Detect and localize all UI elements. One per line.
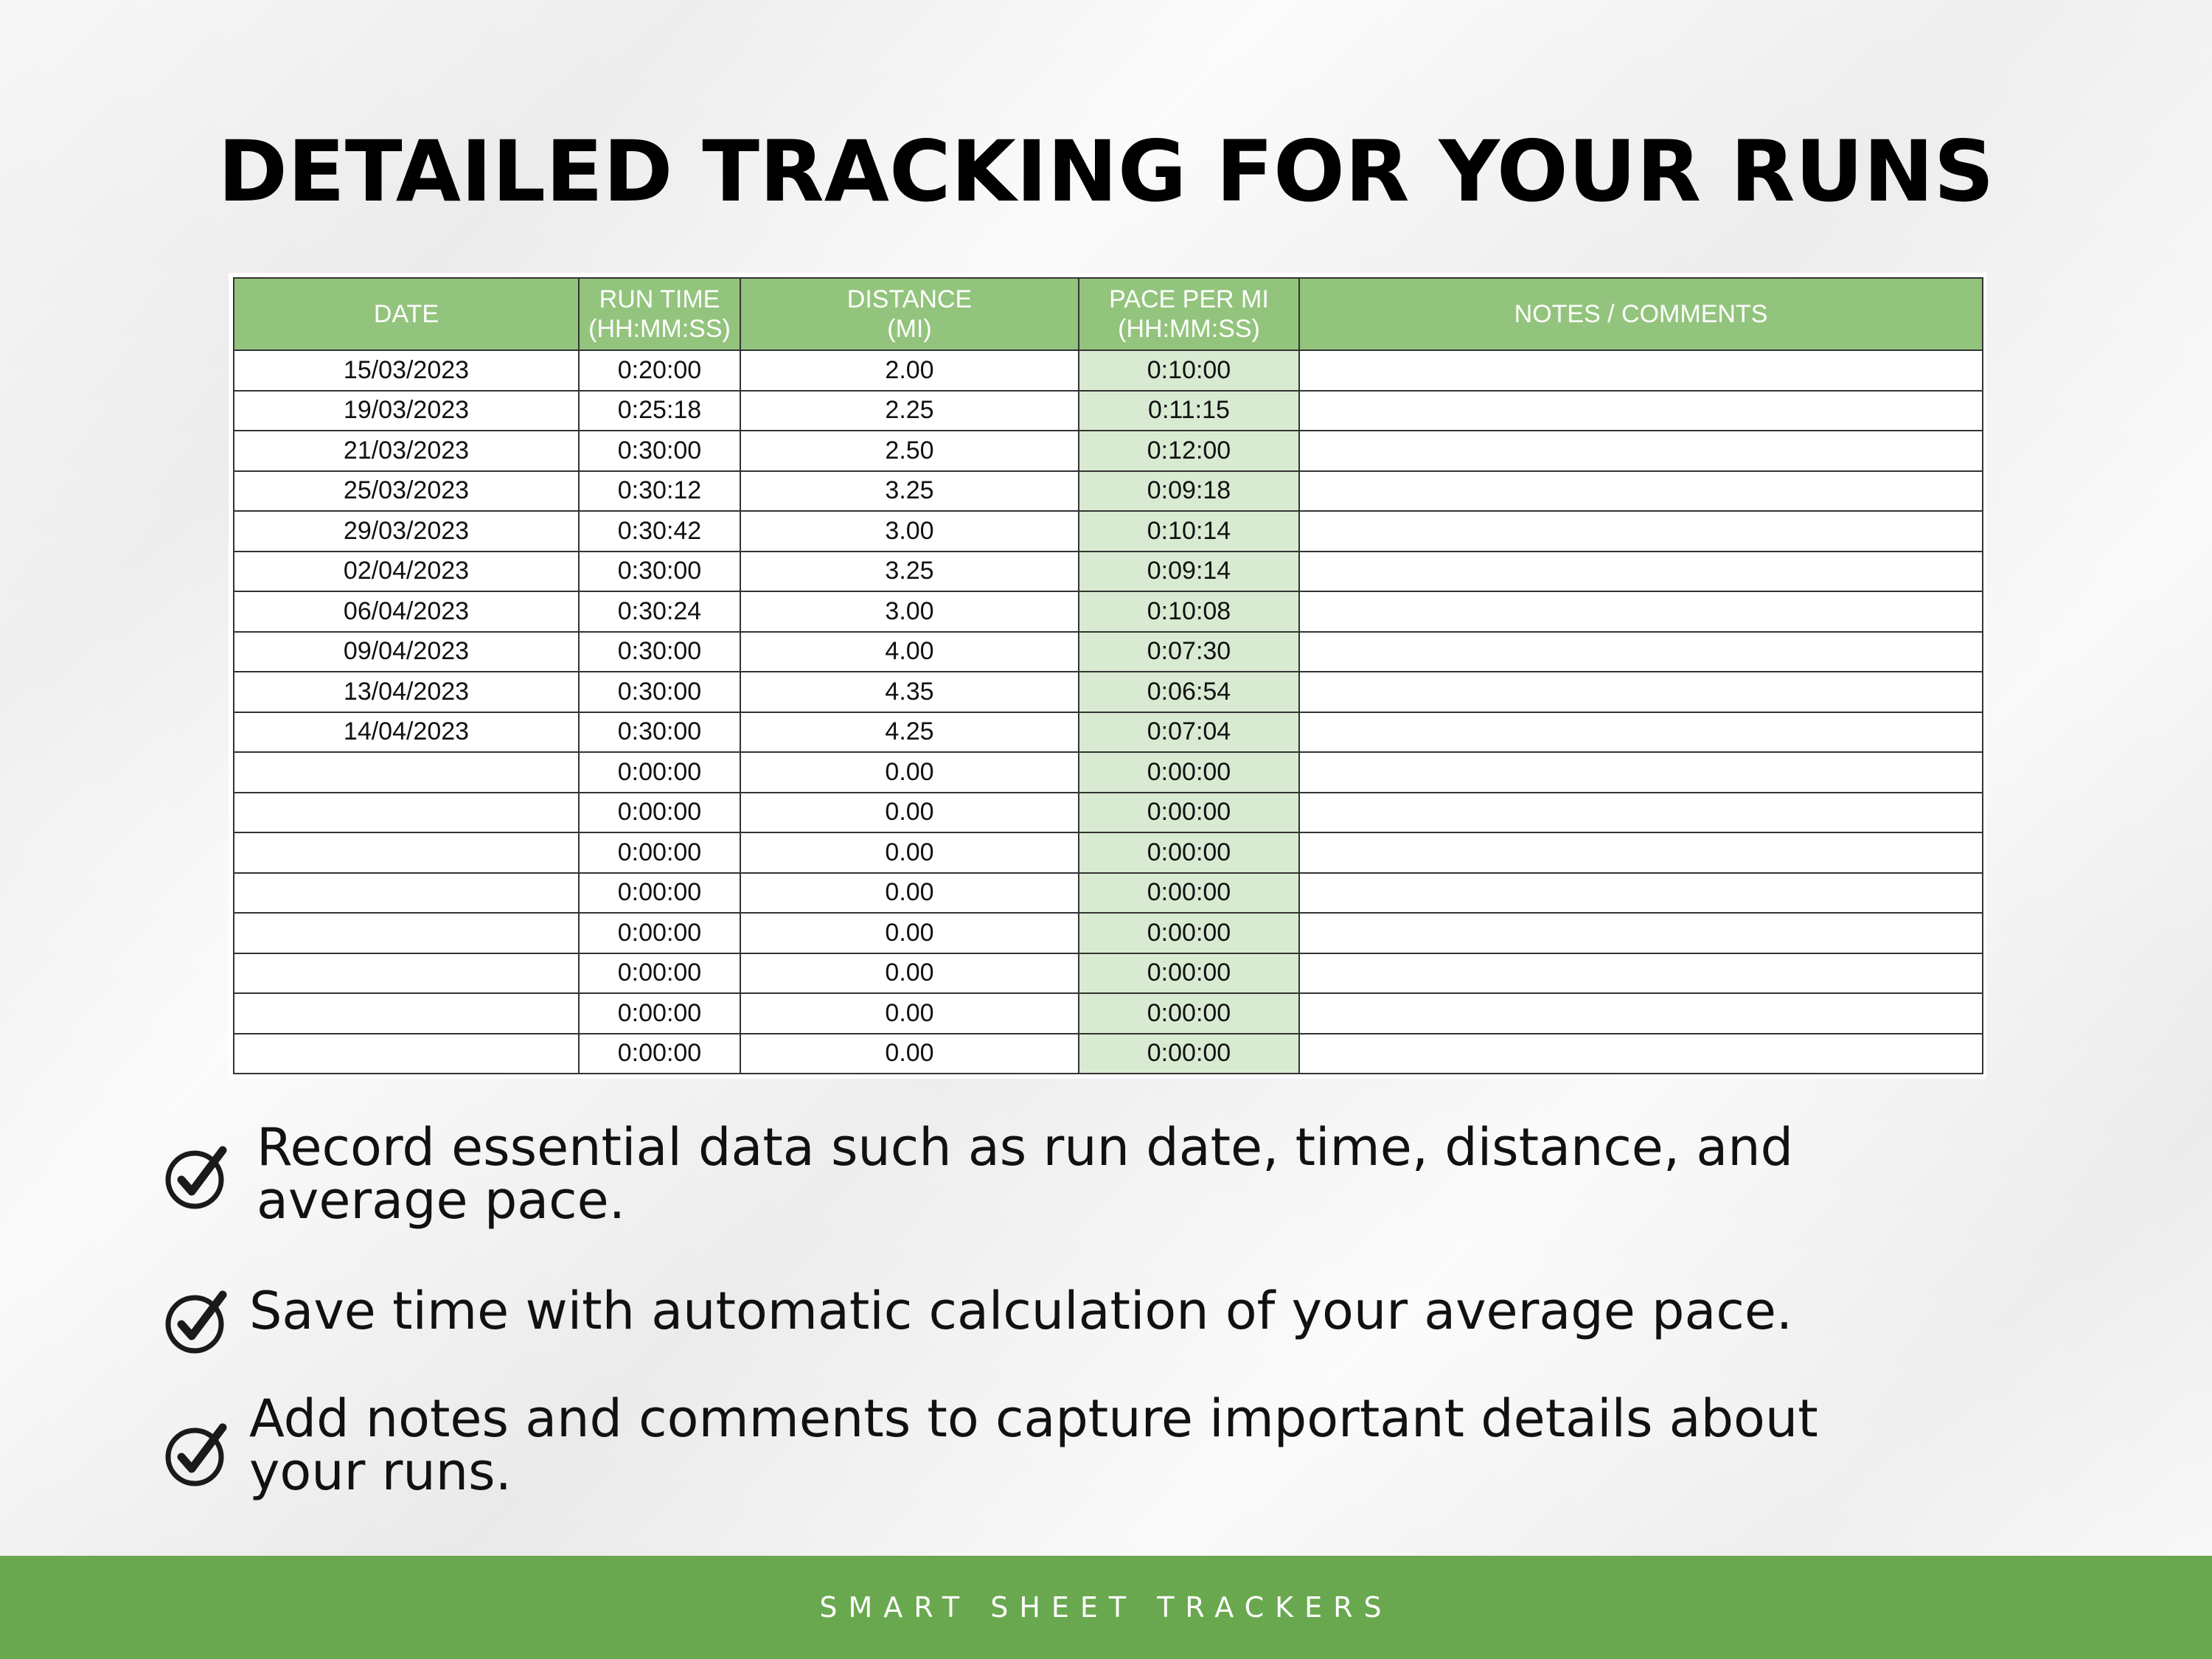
cell-run-time[interactable]: 0:00:00 [579,752,740,793]
table-row [234,511,1983,552]
cell-date[interactable]: 15/03/2023 [234,350,579,391]
cell-run-time[interactable]: 0:00:00 [579,913,740,953]
cell-pace[interactable]: 0:10:14 [1079,511,1299,552]
cell-run-time[interactable]: 0:30:24 [579,591,740,632]
cell-pace[interactable]: 0:09:14 [1079,552,1299,592]
cell-pace[interactable]: 0:00:00 [1079,993,1299,1034]
cell-distance[interactable]: 0.00 [740,793,1079,833]
cell-date[interactable] [234,752,579,793]
cell-notes[interactable] [1299,511,1983,552]
cell-notes[interactable] [1299,993,1983,1034]
table-row [234,672,1983,712]
feature-text: Record essential data such as run date, time, distance, and average pace. [257,1117,1794,1231]
table-row [234,793,1983,833]
cell-run-time[interactable]: 0:00:00 [579,793,740,833]
column-header-distance[interactable]: DISTANCE (MI) [740,278,1079,350]
cell-pace[interactable]: 0:11:15 [1079,391,1299,431]
cell-distance[interactable]: 4.25 [740,712,1079,753]
cell-pace[interactable]: 0:00:00 [1079,1034,1299,1074]
cell-notes[interactable] [1299,552,1983,592]
footer-bar [0,1556,2212,1659]
cell-date[interactable]: 25/03/2023 [234,471,579,512]
cell-pace[interactable]: 0:07:30 [1079,632,1299,672]
cell-run-time[interactable]: 0:00:00 [579,993,740,1034]
cell-run-time[interactable]: 0:30:00 [579,431,740,471]
check-circle-icon [164,1420,232,1488]
cell-notes[interactable] [1299,431,1983,471]
cell-notes[interactable] [1299,471,1983,512]
cell-distance[interactable]: 3.25 [740,471,1079,512]
table-row [234,752,1983,793]
cell-date[interactable]: 19/03/2023 [234,391,579,431]
cell-distance[interactable]: 0.00 [740,1034,1079,1074]
cell-notes[interactable] [1299,752,1983,793]
cell-date[interactable] [234,953,579,994]
cell-distance[interactable]: 0.00 [740,913,1079,953]
cell-pace[interactable]: 0:00:00 [1079,832,1299,873]
cell-notes[interactable] [1299,1034,1983,1074]
table-header-row [234,278,1983,350]
table-row [234,1034,1983,1074]
cell-pace[interactable]: 0:09:18 [1079,471,1299,512]
table-row [234,993,1983,1034]
column-header-pace[interactable]: PACE PER MI (HH:MM:SS) [1079,278,1299,350]
column-header-notes[interactable]: NOTES / COMMENTS [1299,278,1983,350]
cell-date[interactable] [234,1034,579,1074]
cell-run-time[interactable]: 0:30:00 [579,672,740,712]
cell-distance[interactable]: 0.00 [740,873,1079,914]
cell-distance[interactable]: 0.00 [740,993,1079,1034]
cell-notes[interactable] [1299,632,1983,672]
cell-date[interactable]: 09/04/2023 [234,632,579,672]
run-log-spreadsheet [230,274,1985,1077]
cell-distance[interactable]: 0.00 [740,832,1079,873]
cell-pace[interactable]: 0:06:54 [1079,672,1299,712]
column-header-run-time[interactable]: RUN TIME (HH:MM:SS) [579,278,740,350]
cell-pace[interactable]: 0:12:00 [1079,431,1299,471]
cell-notes[interactable] [1299,672,1983,712]
cell-pace[interactable]: 0:00:00 [1079,752,1299,793]
cell-notes[interactable] [1299,712,1983,753]
cell-pace[interactable]: 0:00:00 [1079,873,1299,914]
feature-text: Save time with automatic calculation of your average pace. [249,1281,1793,1341]
cell-distance[interactable]: 3.00 [740,511,1079,552]
table-row [234,913,1983,953]
cell-distance[interactable]: 2.25 [740,391,1079,431]
cell-distance[interactable]: 2.00 [740,350,1079,391]
run-log-table [233,277,1983,1074]
cell-date[interactable]: 21/03/2023 [234,431,579,471]
cell-distance[interactable]: 0.00 [740,752,1079,793]
cell-distance[interactable]: 4.00 [740,632,1079,672]
cell-pace[interactable]: 0:00:00 [1079,913,1299,953]
check-circle-icon [164,1287,232,1355]
cell-date[interactable] [234,913,579,953]
cell-date[interactable]: 14/04/2023 [234,712,579,753]
cell-run-time[interactable]: 0:00:00 [579,873,740,914]
cell-distance[interactable]: 0.00 [740,953,1079,994]
cell-notes[interactable] [1299,873,1983,914]
cell-notes[interactable] [1299,350,1983,391]
cell-distance[interactable]: 4.35 [740,672,1079,712]
cell-date[interactable]: 02/04/2023 [234,552,579,592]
cell-date[interactable] [234,873,579,914]
feature-text: Add notes and comments to capture important details about your runs. [249,1388,1818,1502]
cell-date[interactable]: 29/03/2023 [234,511,579,552]
table-row [234,832,1983,873]
table-row [234,712,1983,753]
table-row [234,873,1983,914]
cell-run-time[interactable]: 0:00:00 [579,1034,740,1074]
cell-pace[interactable]: 0:10:00 [1079,350,1299,391]
table-row [234,431,1983,471]
cell-run-time[interactable]: 0:30:42 [579,511,740,552]
cell-pace[interactable]: 0:00:00 [1079,953,1299,994]
table-row [234,350,1983,391]
cell-date[interactable] [234,793,579,833]
cell-date[interactable]: 13/04/2023 [234,672,579,712]
cell-notes[interactable] [1299,832,1983,873]
table-row [234,552,1983,592]
cell-run-time[interactable]: 0:30:00 [579,632,740,672]
table-row [234,632,1983,672]
table-row [234,591,1983,632]
table-row [234,391,1983,431]
run-log-body [234,350,1983,1074]
cell-date[interactable]: 06/04/2023 [234,591,579,632]
cell-notes[interactable] [1299,591,1983,632]
cell-pace[interactable]: 0:00:00 [1079,793,1299,833]
cell-run-time[interactable]: 0:25:18 [579,391,740,431]
cell-run-time[interactable]: 0:30:00 [579,712,740,753]
cell-run-time[interactable]: 0:30:00 [579,552,740,592]
table-row [234,953,1983,994]
cell-pace[interactable]: 0:10:08 [1079,591,1299,632]
check-circle-icon [164,1143,232,1211]
cell-notes[interactable] [1299,953,1983,994]
column-header-date[interactable]: DATE [234,278,579,350]
footer-brand: SMART SHEET TRACKERS [819,1591,1393,1624]
cell-distance[interactable]: 3.00 [740,591,1079,632]
cell-run-time[interactable]: 0:30:12 [579,471,740,512]
table-row [234,471,1983,512]
cell-date[interactable] [234,832,579,873]
cell-run-time[interactable]: 0:00:00 [579,832,740,873]
cell-distance[interactable]: 2.50 [740,431,1079,471]
cell-notes[interactable] [1299,793,1983,833]
page-title: DETAILED TRACKING FOR YOUR RUNS [218,122,1994,220]
cell-distance[interactable]: 3.25 [740,552,1079,592]
cell-notes[interactable] [1299,391,1983,431]
cell-date[interactable] [234,993,579,1034]
cell-run-time[interactable]: 0:20:00 [579,350,740,391]
cell-run-time[interactable]: 0:00:00 [579,953,740,994]
cell-notes[interactable] [1299,913,1983,953]
cell-pace[interactable]: 0:07:04 [1079,712,1299,753]
